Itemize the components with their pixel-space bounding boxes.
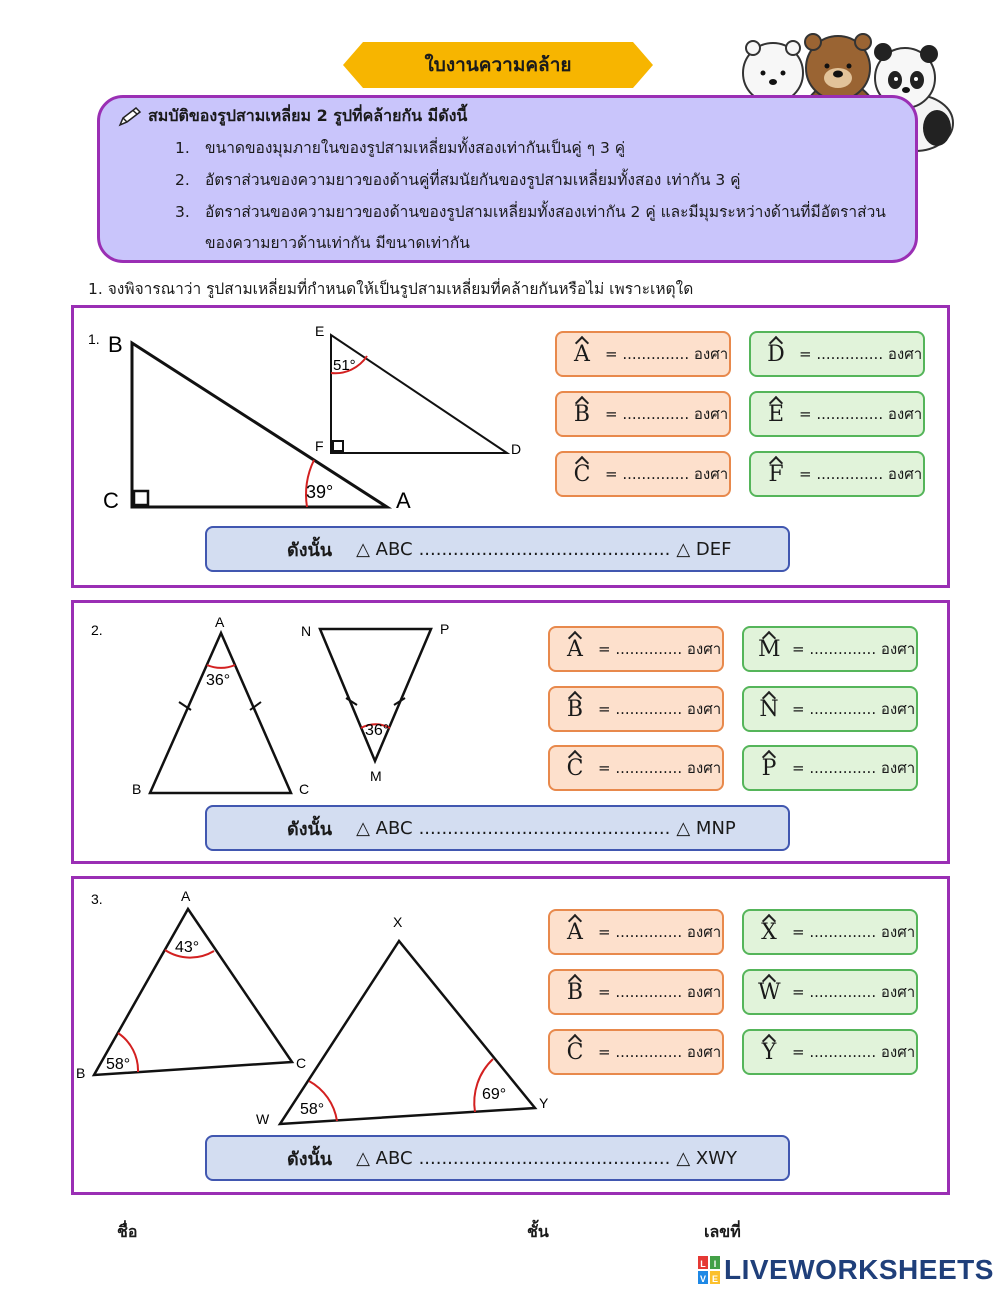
number-label: เลขที่ [704, 1222, 741, 1241]
angle-answer-A[interactable]: A = .............. องศา [555, 331, 731, 377]
vertex-label: C [296, 1055, 307, 1071]
vertex-label: D [511, 441, 522, 457]
vertex-label: B [76, 1065, 86, 1081]
angle-answer-X[interactable]: X = .............. องศา [742, 909, 918, 955]
angle-answer-F[interactable]: F = .............. องศา [749, 451, 925, 497]
property-item: 3. อัตราส่วนของความยาวของด้านของรูปสามเหลี่ยมทั้งสองเท่ากัน 2 คู่ และมีมุมระหว่างด้านที่มีอัตราส่วน [175, 203, 886, 221]
vertex-label: W [256, 1111, 270, 1127]
angle-answer-C[interactable]: C = .............. องศา [548, 745, 724, 791]
angle-label: 58° [300, 1101, 325, 1118]
angle-answer-Y[interactable]: Y = .............. องศา [742, 1029, 918, 1075]
angle-answer-A[interactable]: A = .............. องศา [548, 909, 724, 955]
problem-3-figure [74, 879, 564, 1129]
angle-label: 58° [106, 1056, 131, 1073]
vertex-label: Y [539, 1095, 549, 1111]
svg-text:V: V [699, 1274, 707, 1284]
angle-label: 69° [482, 1086, 507, 1103]
conclusion-2[interactable]: ดังนั้น △ ABC ............................................ △ MNP [205, 805, 790, 851]
instruction: 1. จงพิจารณาว่า รูปสามเหลี่ยมที่กำหนดให้เป็นรูปสามเหลี่ยมที่คล้ายกันหรือไม่ เพราะเหตุใด [88, 280, 694, 298]
property-item: 1. ขนาดของมุมภายในของรูปสามเหลี่ยมทั้งสองเท่ากันเป็นคู่ ๆ 3 คู่ [175, 139, 626, 157]
pencil-icon [118, 107, 142, 127]
angle-label: 39° [306, 482, 334, 502]
vertex-label: C [299, 781, 310, 797]
vertex-label: P [440, 621, 450, 637]
angle-answer-B[interactable]: B = .............. องศา [548, 969, 724, 1015]
vertex-label: A [215, 614, 225, 630]
vertex-label: X [393, 914, 403, 930]
properties-heading-text: สมบัติของรูปสามเหลี่ยม 2 รูปที่คล้ายกัน มีดังนี้ [148, 106, 468, 125]
problem-number: 1. [88, 331, 100, 347]
angle-label: 43° [175, 939, 200, 956]
class-label: ชั้น [527, 1222, 549, 1241]
vertex-label: C [103, 488, 119, 513]
angle-answer-W[interactable]: W = .............. องศา [742, 969, 918, 1015]
angle-answer-P[interactable]: P = .............. องศา [742, 745, 918, 791]
vertex-label: B [108, 332, 123, 357]
property-item: 2. อัตราส่วนของความยาวของด้านคู่ที่สมนัยกันของรูปสามเหลี่ยมทั้งสอง เท่ากัน 3 คู่ [175, 171, 741, 189]
logo-text: LIVEWORKSHEETS [724, 1254, 994, 1285]
vertex-label: M [370, 768, 382, 784]
vertex-label: F [315, 438, 324, 454]
vertex-label: B [132, 781, 142, 797]
angle-answer-M[interactable]: M = .............. องศา [742, 626, 918, 672]
angle-label: 36° [365, 722, 390, 739]
angle-answer-B[interactable]: B = .............. องศา [555, 391, 731, 437]
angle-answer-D[interactable]: D = .............. องศา [749, 331, 925, 377]
vertex-label: A [181, 888, 191, 904]
logo-mark-icon [698, 1256, 720, 1284]
svg-text:E: E [711, 1274, 719, 1284]
angle-label: 36° [206, 672, 231, 689]
angle-answer-C[interactable]: C = .............. องศา [548, 1029, 724, 1075]
angle-answer-B[interactable]: B = .............. องศา [548, 686, 724, 732]
vertex-label: A [396, 488, 411, 513]
angle-answer-E[interactable]: E = .............. องศา [749, 391, 925, 437]
problem-1-figure [74, 308, 544, 523]
page-title: ใบงานความคล้าย [424, 54, 572, 76]
properties-heading [118, 104, 467, 129]
name-label: ชื่อ [117, 1222, 138, 1241]
vertex-label: E [315, 323, 325, 339]
vertex-label: N [301, 623, 312, 639]
problem-number: 3. [91, 891, 103, 907]
conclusion-1[interactable]: ดังนั้น △ ABC ............................................ △ DEF [205, 526, 790, 572]
problem-number: 2. [91, 622, 103, 638]
property-item: ของความยาวด้านเท่ากัน มีขนาดเท่ากัน [205, 234, 470, 252]
svg-text:I: I [713, 1259, 717, 1269]
angle-answer-C[interactable]: C = .............. องศา [555, 451, 731, 497]
problem-2-figure [74, 603, 544, 803]
angle-label: 51° [333, 357, 356, 374]
angle-answer-A[interactable]: A = .............. องศา [548, 626, 724, 672]
angle-answer-N[interactable]: N = .............. องศา [742, 686, 918, 732]
svg-text:L: L [700, 1259, 706, 1269]
liveworksheets-logo [698, 1254, 994, 1286]
conclusion-3[interactable]: ดังนั้น △ ABC ............................................ △ XWY [205, 1135, 790, 1181]
